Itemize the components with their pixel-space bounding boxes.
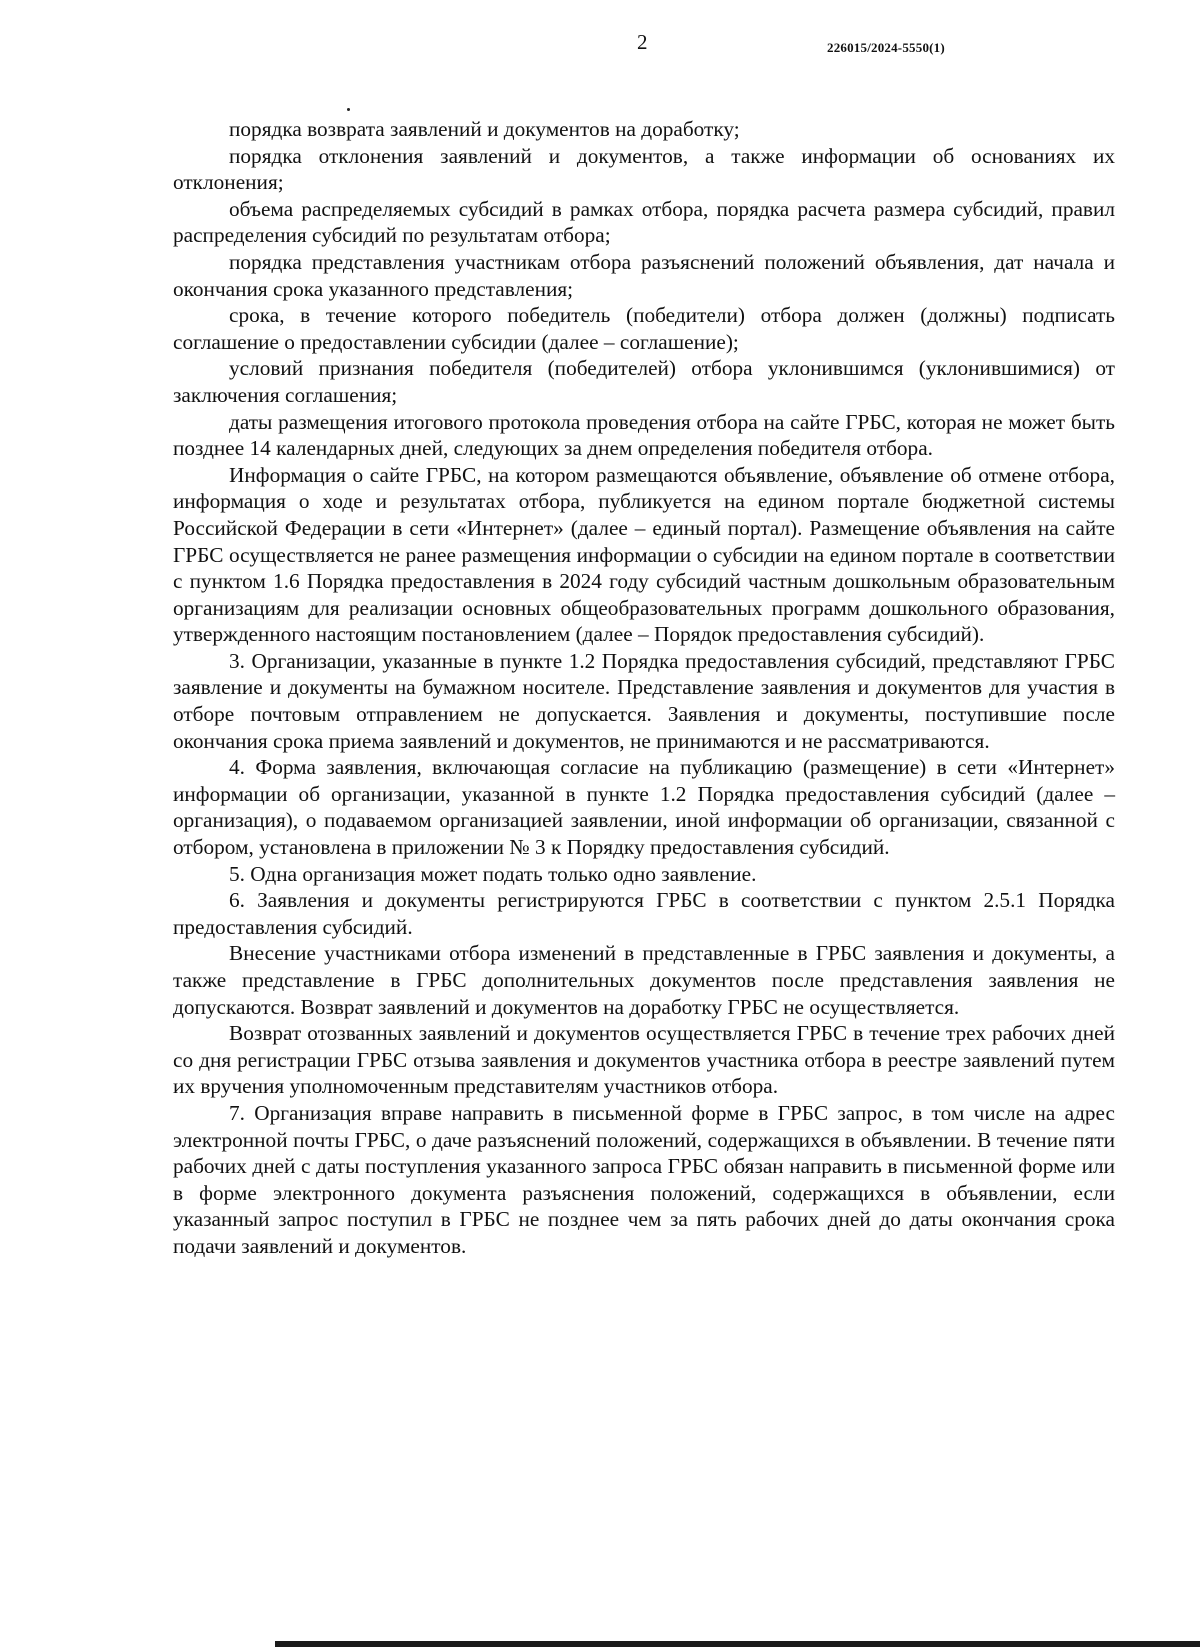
paragraph-14: Возврат отозванных заявлений и документов осуществляется ГРБС в течение трех рабочих дней со дня регистрации ГРБС отзыва заявления и документов участника отбора в реестре заявлений путем их вручения уполномоченным представителям участников отбора. — [173, 1021, 1115, 1099]
bottom-edge-line — [275, 1641, 1200, 1647]
document-body — [173, 116, 1115, 1260]
paragraph-6: условий признания победителя (победителей) отбора уклонившимся (уклонившимися) от заключения соглашения; — [173, 356, 1115, 407]
paragraph-1: порядка возврата заявлений и документов на доработку; — [229, 117, 740, 141]
paragraph-2: порядка отклонения заявлений и документов, а также информации об основаниях их отклонения; — [173, 143, 1115, 195]
page-number: 2 — [637, 30, 648, 54]
paragraph-13: Внесение участниками отбора изменений в представленные в ГРБС заявления и документы, а также представление в ГРБС дополнительных документов после представления заявления не допускаются. Возврат заявлений и документов на доработку ГРБС не осуществляется. — [173, 941, 1115, 1019]
paragraph-8: Информация о сайте ГРБС, на котором размещаются объявление, объявление об отмене отбора, информация о ходе и результатах отбора, публикуется на едином портале бюджетной системы Российской Федерации в сети «Интернет» (далее – единый портал). Размещение объявления на сайте ГРБС осуществляется не ранее размещения информации о субсидии на едином портале в соответствии с пунктом 1.6 Порядка предоставления в 2024 году субсидий частным дошкольным образовательным организациям для реализации основных общеобразовательных программ дошкольного образования, утвержденного настоящим постановлением (далее – Порядок предоставления субсидий). — [173, 462, 1115, 647]
paragraph-11: 5. Одна организация может подать только одно заявление. — [229, 861, 757, 886]
paragraph-15: 7. Организация вправе направить в письменной форме в ГРБС запрос, в том числе на адрес электронной почты ГРБС, о даче разъяснений положений, содержащихся в объявлении. В течение пяти рабочих дней с даты поступления указанного запроса ГРБС обязан направить в письменной форме или в форме электронного документа разъяснения положений, содержащихся в объявлении, если указанный запрос поступил в ГРБС не позднее чем за пять рабочих дней до даты окончания срока подачи заявлений и документов. — [173, 1100, 1115, 1258]
paragraph-3: объема распределяемых субсидий в рамках отбора, порядка расчета размера субсидий, правил распределения субсидий по результатам отбора; — [173, 196, 1115, 248]
paragraph-9: 3. Организации, указанные в пункте 1.2 Порядка предоставления субсидий, представляют ГРБС заявление и документы на бумажном носителе. Представление заявления и документов для участия в отборе почтовым отправлением не допускается. Заявления и документы, поступившие после окончания срока приема заявлений и документов, не принимаются и не рассматриваются. — [173, 648, 1115, 753]
paragraph-12: 6. Заявления и документы регистрируются ГРБС в соответствии с пунктом 2.5.1 Порядка предоставления субсидий. — [173, 888, 1115, 939]
paragraph-4: порядка представления участникам отбора разъяснений положений объявления, дат начала и окончания срока указанного представления; — [173, 249, 1115, 301]
paragraph-5: срока, в течение которого победитель (победители) отбора должен (должны) подписать соглашение о предоставлении субсидии (далее – соглашение); — [173, 303, 1115, 354]
document-number: 226015/2024-5550(1) — [827, 40, 945, 55]
paragraph-10: 4. Форма заявления, включающая согласие на публикацию (размещение) в сети «Интернет» информации об организации, указанной в пункте 1.2 Порядка предоставления субсидий (далее – организация), о подаваемом организацией заявлении, иной информации об организации, связанной с отбором, установлена в приложении № 3 к Порядку предоставления субсидий. — [173, 755, 1115, 860]
paragraph-7: даты размещения итогового протокола проведения отбора на сайте ГРБС, которая не может быть позднее 14 календарных дней, следующих за днем определения победителя отбора. — [173, 409, 1115, 461]
scan-speck — [347, 108, 350, 111]
